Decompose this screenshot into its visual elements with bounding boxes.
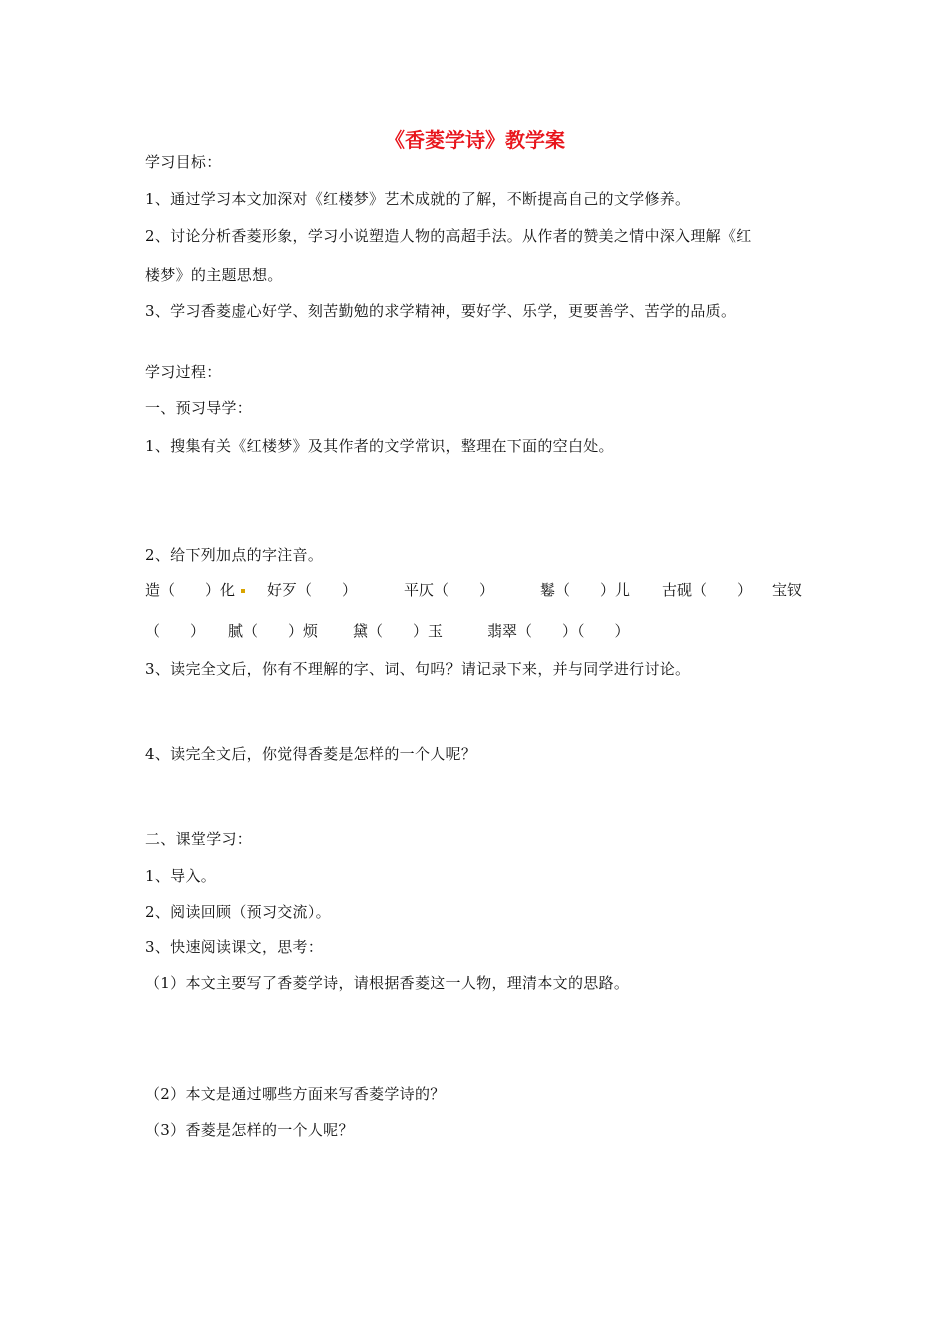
objective-2: 2、讨论分析香菱形象，学习小说塑造人物的高超手法。从作者的赞美之情中深入理解《红 [145,227,752,245]
pinyin-item: 腻（ ）烦 [228,622,319,640]
preview-question-2: 2、给下列加点的字注音。 [145,546,324,564]
pinyin-item: 翡翠（ ）（ ） [487,622,630,640]
class-item-3: 3、快速阅读课文，思考： [145,938,324,956]
pinyin-item: （ ） [145,622,206,640]
objectives-heading: 学习目标： [145,153,222,171]
class-item-1: 1、导入。 [145,867,217,885]
process-heading: 学习过程： [145,363,222,381]
objective-3: 3、学习香菱虚心好学、刻苦勤勉的求学精神，要好学、乐学，更要善学、苦学的品质。 [145,302,737,320]
objective-2-continued: 楼梦》的主题思想。 [145,266,283,284]
pinyin-item: 宝钗 [772,581,803,599]
class-subquestion-1: （1）本文主要写了香菱学诗，请根据香菱这一人物，理清本文的思路。 [145,974,630,992]
document-title: 《香菱学诗》教学案 [385,128,565,152]
section-1-heading: 一、预习导学： [145,399,253,417]
preview-question-3: 3、读完全文后，你有不理解的字、词、句吗？请记录下来，并与同学进行讨论。 [145,660,691,678]
pinyin-item: 好歹（ ） [267,581,358,599]
objective-1: 1、通过学习本文加深对《红楼梦》艺术成就的了解，不断提高自己的文学修养。 [145,190,691,208]
section-2-heading: 二、课堂学习： [145,830,253,848]
class-subquestion-2: （2）本文是通过哪些方面来写香菱学诗的？ [145,1085,446,1103]
pinyin-item: 黛（ ）玉 [353,622,444,640]
pinyin-item: 平仄（ ） [404,581,495,599]
preview-question-4: 4、读完全文后，你觉得香菱是怎样的一个人呢？ [145,745,477,763]
marker-dot [241,589,245,593]
preview-question-1: 1、搜集有关《红楼梦》及其作者的文学常识，整理在下面的空白处。 [145,437,614,455]
pinyin-item: 古砚（ ） [662,581,753,599]
class-item-2: 2、阅读回顾（预习交流）。 [145,903,331,921]
pinyin-item: 造（ ）化 [145,580,245,600]
pinyin-item: 鬈（ ）儿 [540,581,631,599]
class-subquestion-3: （3）香菱是怎样的一个人呢？ [145,1121,354,1139]
